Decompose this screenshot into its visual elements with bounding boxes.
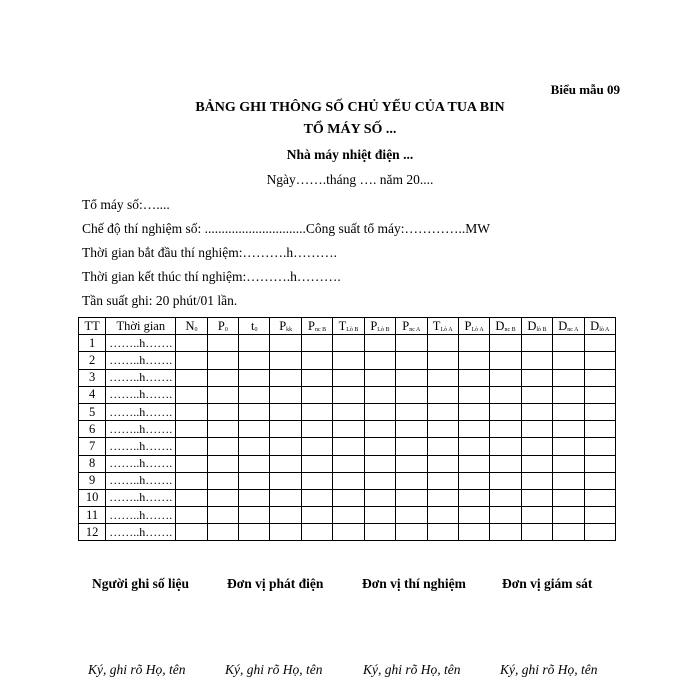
form-code: Biểu mẫu 09 bbox=[550, 82, 620, 97]
empty-cell bbox=[364, 403, 395, 420]
empty-cell bbox=[521, 524, 552, 541]
empty-cell bbox=[176, 369, 207, 386]
empty-cell bbox=[521, 386, 552, 403]
empty-cell bbox=[521, 489, 552, 506]
row-number: 7 bbox=[79, 438, 106, 455]
empty-cell bbox=[301, 386, 332, 403]
table-row bbox=[79, 472, 616, 489]
empty-cell bbox=[270, 335, 301, 352]
empty-cell bbox=[521, 421, 552, 438]
empty-cell bbox=[490, 438, 521, 455]
column-header-symbol: P bbox=[279, 318, 287, 333]
empty-cell bbox=[427, 386, 458, 403]
empty-cell bbox=[490, 524, 521, 541]
empty-cell bbox=[396, 403, 427, 420]
start-time-field: Thời gian bắt đầu thí nghiệm:……….h………. bbox=[82, 245, 337, 260]
empty-cell bbox=[584, 369, 615, 386]
row-time: ……..h……. bbox=[106, 403, 176, 420]
empty-cell bbox=[458, 455, 489, 472]
table-row bbox=[79, 489, 616, 506]
empty-cell bbox=[584, 335, 615, 352]
signature-role-supervisor: Đơn vị giám sát bbox=[502, 576, 593, 591]
column-header bbox=[333, 318, 364, 335]
table-row bbox=[79, 352, 616, 369]
row-number: 3 bbox=[79, 369, 106, 386]
empty-cell bbox=[207, 386, 238, 403]
empty-cell bbox=[427, 421, 458, 438]
column-header-symbol: t bbox=[251, 318, 255, 333]
column-header-subscript: Lò A bbox=[471, 326, 484, 333]
empty-cell bbox=[490, 369, 521, 386]
unit-title: TỔ MÁY SỐ ... bbox=[303, 122, 397, 137]
column-header bbox=[490, 318, 521, 335]
column-header-symbol: P bbox=[370, 318, 378, 333]
column-header bbox=[106, 318, 176, 335]
empty-cell bbox=[239, 335, 270, 352]
empty-cell bbox=[396, 421, 427, 438]
column-header-subscript: 0 bbox=[224, 326, 228, 333]
empty-cell bbox=[427, 507, 458, 524]
empty-cell bbox=[553, 455, 584, 472]
empty-cell bbox=[396, 352, 427, 369]
empty-cell bbox=[239, 403, 270, 420]
empty-cell bbox=[584, 403, 615, 420]
empty-cell bbox=[396, 489, 427, 506]
empty-cell bbox=[521, 369, 552, 386]
empty-cell bbox=[270, 386, 301, 403]
empty-cell bbox=[521, 472, 552, 489]
column-header-symbol: P bbox=[402, 318, 410, 333]
column-header-symbol: D bbox=[495, 318, 505, 333]
empty-cell bbox=[396, 507, 427, 524]
empty-cell bbox=[364, 455, 395, 472]
column-header-subscript: 0 bbox=[254, 326, 258, 333]
empty-cell bbox=[176, 421, 207, 438]
empty-cell bbox=[396, 455, 427, 472]
empty-cell bbox=[553, 507, 584, 524]
empty-cell bbox=[176, 524, 207, 541]
empty-cell bbox=[270, 421, 301, 438]
empty-cell bbox=[553, 403, 584, 420]
signature-note-testing: Ký, ghi rõ Họ, tên bbox=[363, 662, 461, 677]
empty-cell bbox=[584, 386, 615, 403]
empty-cell bbox=[333, 421, 364, 438]
empty-cell bbox=[270, 489, 301, 506]
empty-cell bbox=[301, 335, 332, 352]
empty-cell bbox=[176, 352, 207, 369]
table-row bbox=[79, 403, 616, 420]
empty-cell bbox=[427, 455, 458, 472]
empty-cell bbox=[553, 386, 584, 403]
column-header-subscript: nc B bbox=[504, 326, 516, 333]
empty-cell bbox=[458, 472, 489, 489]
empty-cell bbox=[584, 472, 615, 489]
table-row bbox=[79, 335, 616, 352]
empty-cell bbox=[396, 524, 427, 541]
empty-cell bbox=[458, 489, 489, 506]
row-number: 2 bbox=[79, 352, 106, 369]
empty-cell bbox=[458, 386, 489, 403]
signature-note-supervisor: Ký, ghi rõ Họ, tên bbox=[500, 662, 598, 677]
row-time: ……..h……. bbox=[106, 438, 176, 455]
empty-cell bbox=[553, 369, 584, 386]
empty-cell bbox=[333, 455, 364, 472]
table-row bbox=[79, 369, 616, 386]
empty-cell bbox=[584, 524, 615, 541]
empty-cell bbox=[427, 352, 458, 369]
column-header-symbol: D bbox=[590, 318, 600, 333]
empty-cell bbox=[207, 507, 238, 524]
empty-cell bbox=[207, 335, 238, 352]
empty-cell bbox=[333, 352, 364, 369]
column-header-symbol: P bbox=[217, 318, 225, 333]
empty-cell bbox=[270, 438, 301, 455]
column-header bbox=[521, 318, 552, 335]
empty-cell bbox=[521, 438, 552, 455]
empty-cell bbox=[427, 335, 458, 352]
empty-cell bbox=[301, 472, 332, 489]
empty-cell bbox=[396, 438, 427, 455]
empty-cell bbox=[521, 455, 552, 472]
table-row bbox=[79, 386, 616, 403]
row-number: 10 bbox=[79, 489, 106, 506]
table-row bbox=[79, 455, 616, 472]
empty-cell bbox=[333, 369, 364, 386]
empty-cell bbox=[207, 455, 238, 472]
column-header-subscript: 0 bbox=[194, 326, 198, 333]
empty-cell bbox=[396, 335, 427, 352]
empty-cell bbox=[490, 489, 521, 506]
empty-cell bbox=[176, 335, 207, 352]
empty-cell bbox=[333, 438, 364, 455]
empty-cell bbox=[364, 352, 395, 369]
table-row bbox=[79, 438, 616, 455]
empty-cell bbox=[301, 489, 332, 506]
column-header-symbol: T bbox=[338, 318, 347, 333]
empty-cell bbox=[207, 524, 238, 541]
unit-field: Tổ máy số:….... bbox=[82, 197, 170, 212]
column-header-subscript: lò B bbox=[536, 326, 547, 333]
empty-cell bbox=[521, 335, 552, 352]
empty-cell bbox=[553, 335, 584, 352]
empty-cell bbox=[490, 352, 521, 369]
column-header bbox=[553, 318, 584, 335]
column-header bbox=[239, 318, 270, 335]
column-header bbox=[301, 318, 332, 335]
empty-cell bbox=[458, 403, 489, 420]
empty-cell bbox=[584, 507, 615, 524]
row-time: ……..h……. bbox=[106, 455, 176, 472]
signature-note-recorder: Ký, ghi rõ Họ, tên bbox=[88, 662, 186, 677]
form-date: Ngày…….tháng …. năm 20.... bbox=[266, 172, 434, 187]
empty-cell bbox=[521, 352, 552, 369]
empty-cell bbox=[458, 438, 489, 455]
column-header bbox=[458, 318, 489, 335]
end-time-field: Thời gian kết thúc thí nghiệm:……….h………. bbox=[82, 269, 341, 284]
column-header-symbol: P bbox=[464, 318, 472, 333]
column-header-symbol: N bbox=[185, 318, 195, 333]
row-time: ……..h……. bbox=[106, 386, 176, 403]
empty-cell bbox=[364, 507, 395, 524]
empty-cell bbox=[239, 472, 270, 489]
column-header-subscript: nc B bbox=[314, 326, 327, 333]
empty-cell bbox=[333, 472, 364, 489]
empty-cell bbox=[239, 507, 270, 524]
parameter-log-table bbox=[78, 317, 616, 541]
empty-cell bbox=[490, 403, 521, 420]
empty-cell bbox=[239, 421, 270, 438]
empty-cell bbox=[239, 438, 270, 455]
empty-cell bbox=[207, 403, 238, 420]
column-header-symbol: Thời gian bbox=[116, 318, 166, 333]
empty-cell bbox=[301, 455, 332, 472]
row-number: 12 bbox=[79, 524, 106, 541]
empty-cell bbox=[364, 386, 395, 403]
empty-cell bbox=[427, 438, 458, 455]
empty-cell bbox=[490, 507, 521, 524]
empty-cell bbox=[553, 438, 584, 455]
empty-cell bbox=[396, 369, 427, 386]
empty-cell bbox=[270, 524, 301, 541]
empty-cell bbox=[301, 352, 332, 369]
empty-cell bbox=[207, 472, 238, 489]
empty-cell bbox=[176, 438, 207, 455]
empty-cell bbox=[458, 507, 489, 524]
empty-cell bbox=[396, 386, 427, 403]
empty-cell bbox=[364, 524, 395, 541]
empty-cell bbox=[458, 421, 489, 438]
empty-cell bbox=[458, 335, 489, 352]
column-header bbox=[79, 318, 106, 335]
column-header-subscript: kk bbox=[286, 326, 293, 333]
empty-cell bbox=[207, 489, 238, 506]
empty-cell bbox=[301, 369, 332, 386]
empty-cell bbox=[584, 489, 615, 506]
empty-cell bbox=[301, 403, 332, 420]
row-number: 4 bbox=[79, 386, 106, 403]
empty-cell bbox=[301, 438, 332, 455]
row-time: ……..h……. bbox=[106, 369, 176, 386]
empty-cell bbox=[584, 352, 615, 369]
row-time: ……..h……. bbox=[106, 335, 176, 352]
empty-cell bbox=[553, 352, 584, 369]
empty-cell bbox=[364, 421, 395, 438]
row-time: ……..h……. bbox=[106, 352, 176, 369]
empty-cell bbox=[239, 524, 270, 541]
empty-cell bbox=[458, 524, 489, 541]
test-mode-field: Chế độ thí nghiệm số: ..............................Công suất tổ máy:…………..MW bbox=[82, 221, 490, 236]
empty-cell bbox=[490, 421, 521, 438]
empty-cell bbox=[270, 369, 301, 386]
signature-role-testing: Đơn vị thí nghiệm bbox=[362, 576, 466, 591]
empty-cell bbox=[364, 438, 395, 455]
form-title: BẢNG GHI THÔNG SỐ CHỦ YẾU CỦA TUA BIN bbox=[195, 100, 505, 115]
empty-cell bbox=[333, 524, 364, 541]
empty-cell bbox=[427, 472, 458, 489]
empty-cell bbox=[207, 369, 238, 386]
column-header-symbol: T bbox=[432, 318, 441, 333]
column-header-subscript: lò A bbox=[599, 326, 610, 333]
empty-cell bbox=[333, 386, 364, 403]
column-header bbox=[396, 318, 427, 335]
empty-cell bbox=[207, 352, 238, 369]
table-row bbox=[79, 507, 616, 524]
row-number: 8 bbox=[79, 455, 106, 472]
empty-cell bbox=[176, 472, 207, 489]
empty-cell bbox=[521, 403, 552, 420]
empty-cell bbox=[176, 489, 207, 506]
empty-cell bbox=[490, 386, 521, 403]
empty-cell bbox=[490, 472, 521, 489]
empty-cell bbox=[553, 421, 584, 438]
empty-cell bbox=[427, 369, 458, 386]
empty-cell bbox=[301, 524, 332, 541]
empty-cell bbox=[176, 507, 207, 524]
empty-cell bbox=[239, 386, 270, 403]
empty-cell bbox=[270, 352, 301, 369]
empty-cell bbox=[490, 455, 521, 472]
empty-cell bbox=[427, 524, 458, 541]
empty-cell bbox=[207, 438, 238, 455]
empty-cell bbox=[427, 403, 458, 420]
signature-note-generator: Ký, ghi rõ Họ, tên bbox=[225, 662, 323, 677]
empty-cell bbox=[270, 472, 301, 489]
empty-cell bbox=[270, 507, 301, 524]
empty-cell bbox=[458, 369, 489, 386]
row-time: ……..h……. bbox=[106, 524, 176, 541]
column-header bbox=[176, 318, 207, 335]
row-time: ……..h……. bbox=[106, 489, 176, 506]
row-number: 9 bbox=[79, 472, 106, 489]
empty-cell bbox=[584, 455, 615, 472]
column-header-subscript: nc A bbox=[567, 326, 579, 333]
row-time: ……..h……. bbox=[106, 507, 176, 524]
empty-cell bbox=[176, 386, 207, 403]
row-time: ……..h……. bbox=[106, 421, 176, 438]
empty-cell bbox=[553, 472, 584, 489]
column-header-subscript: Lò B bbox=[377, 326, 390, 333]
row-number: 1 bbox=[79, 335, 106, 352]
column-header bbox=[270, 318, 301, 335]
table-header-row bbox=[79, 318, 616, 335]
empty-cell bbox=[333, 489, 364, 506]
empty-cell bbox=[427, 489, 458, 506]
empty-cell bbox=[364, 472, 395, 489]
frequency-field: Tần suất ghi: 20 phút/01 lần. bbox=[82, 293, 238, 308]
column-header-subscript: Lò B bbox=[346, 326, 359, 333]
row-number: 5 bbox=[79, 403, 106, 420]
column-header bbox=[207, 318, 238, 335]
empty-cell bbox=[458, 352, 489, 369]
signature-role-recorder: Người ghi số liệu bbox=[92, 576, 189, 591]
empty-cell bbox=[396, 472, 427, 489]
column-header-symbol: P bbox=[308, 318, 315, 333]
empty-cell bbox=[239, 489, 270, 506]
empty-cell bbox=[333, 507, 364, 524]
column-header-symbol: D bbox=[527, 318, 537, 333]
row-time: ……..h……. bbox=[106, 472, 176, 489]
table-row bbox=[79, 421, 616, 438]
empty-cell bbox=[364, 489, 395, 506]
column-header bbox=[584, 318, 615, 335]
empty-cell bbox=[553, 489, 584, 506]
empty-cell bbox=[270, 403, 301, 420]
empty-cell bbox=[207, 421, 238, 438]
empty-cell bbox=[239, 369, 270, 386]
row-number: 6 bbox=[79, 421, 106, 438]
column-header-symbol: D bbox=[558, 318, 568, 333]
table-row bbox=[79, 524, 616, 541]
empty-cell bbox=[239, 352, 270, 369]
empty-cell bbox=[521, 507, 552, 524]
empty-cell bbox=[553, 524, 584, 541]
column-header-symbol: TT bbox=[84, 318, 100, 333]
empty-cell bbox=[176, 403, 207, 420]
empty-cell bbox=[270, 455, 301, 472]
empty-cell bbox=[584, 438, 615, 455]
empty-cell bbox=[333, 335, 364, 352]
column-header-subscript: nc A bbox=[409, 326, 421, 333]
column-header bbox=[364, 318, 395, 335]
empty-cell bbox=[364, 369, 395, 386]
column-header bbox=[427, 318, 458, 335]
empty-cell bbox=[176, 455, 207, 472]
empty-cell bbox=[301, 421, 332, 438]
empty-cell bbox=[364, 335, 395, 352]
table-body bbox=[79, 335, 616, 541]
empty-cell bbox=[584, 421, 615, 438]
empty-cell bbox=[333, 403, 364, 420]
plant-name: Nhà máy nhiệt điện ... bbox=[286, 147, 414, 162]
empty-cell bbox=[239, 455, 270, 472]
empty-cell bbox=[490, 335, 521, 352]
empty-cell bbox=[301, 507, 332, 524]
column-header-subscript: Lò A bbox=[440, 326, 453, 333]
signature-role-generator: Đơn vị phát điện bbox=[227, 576, 324, 591]
row-number: 11 bbox=[79, 507, 106, 524]
